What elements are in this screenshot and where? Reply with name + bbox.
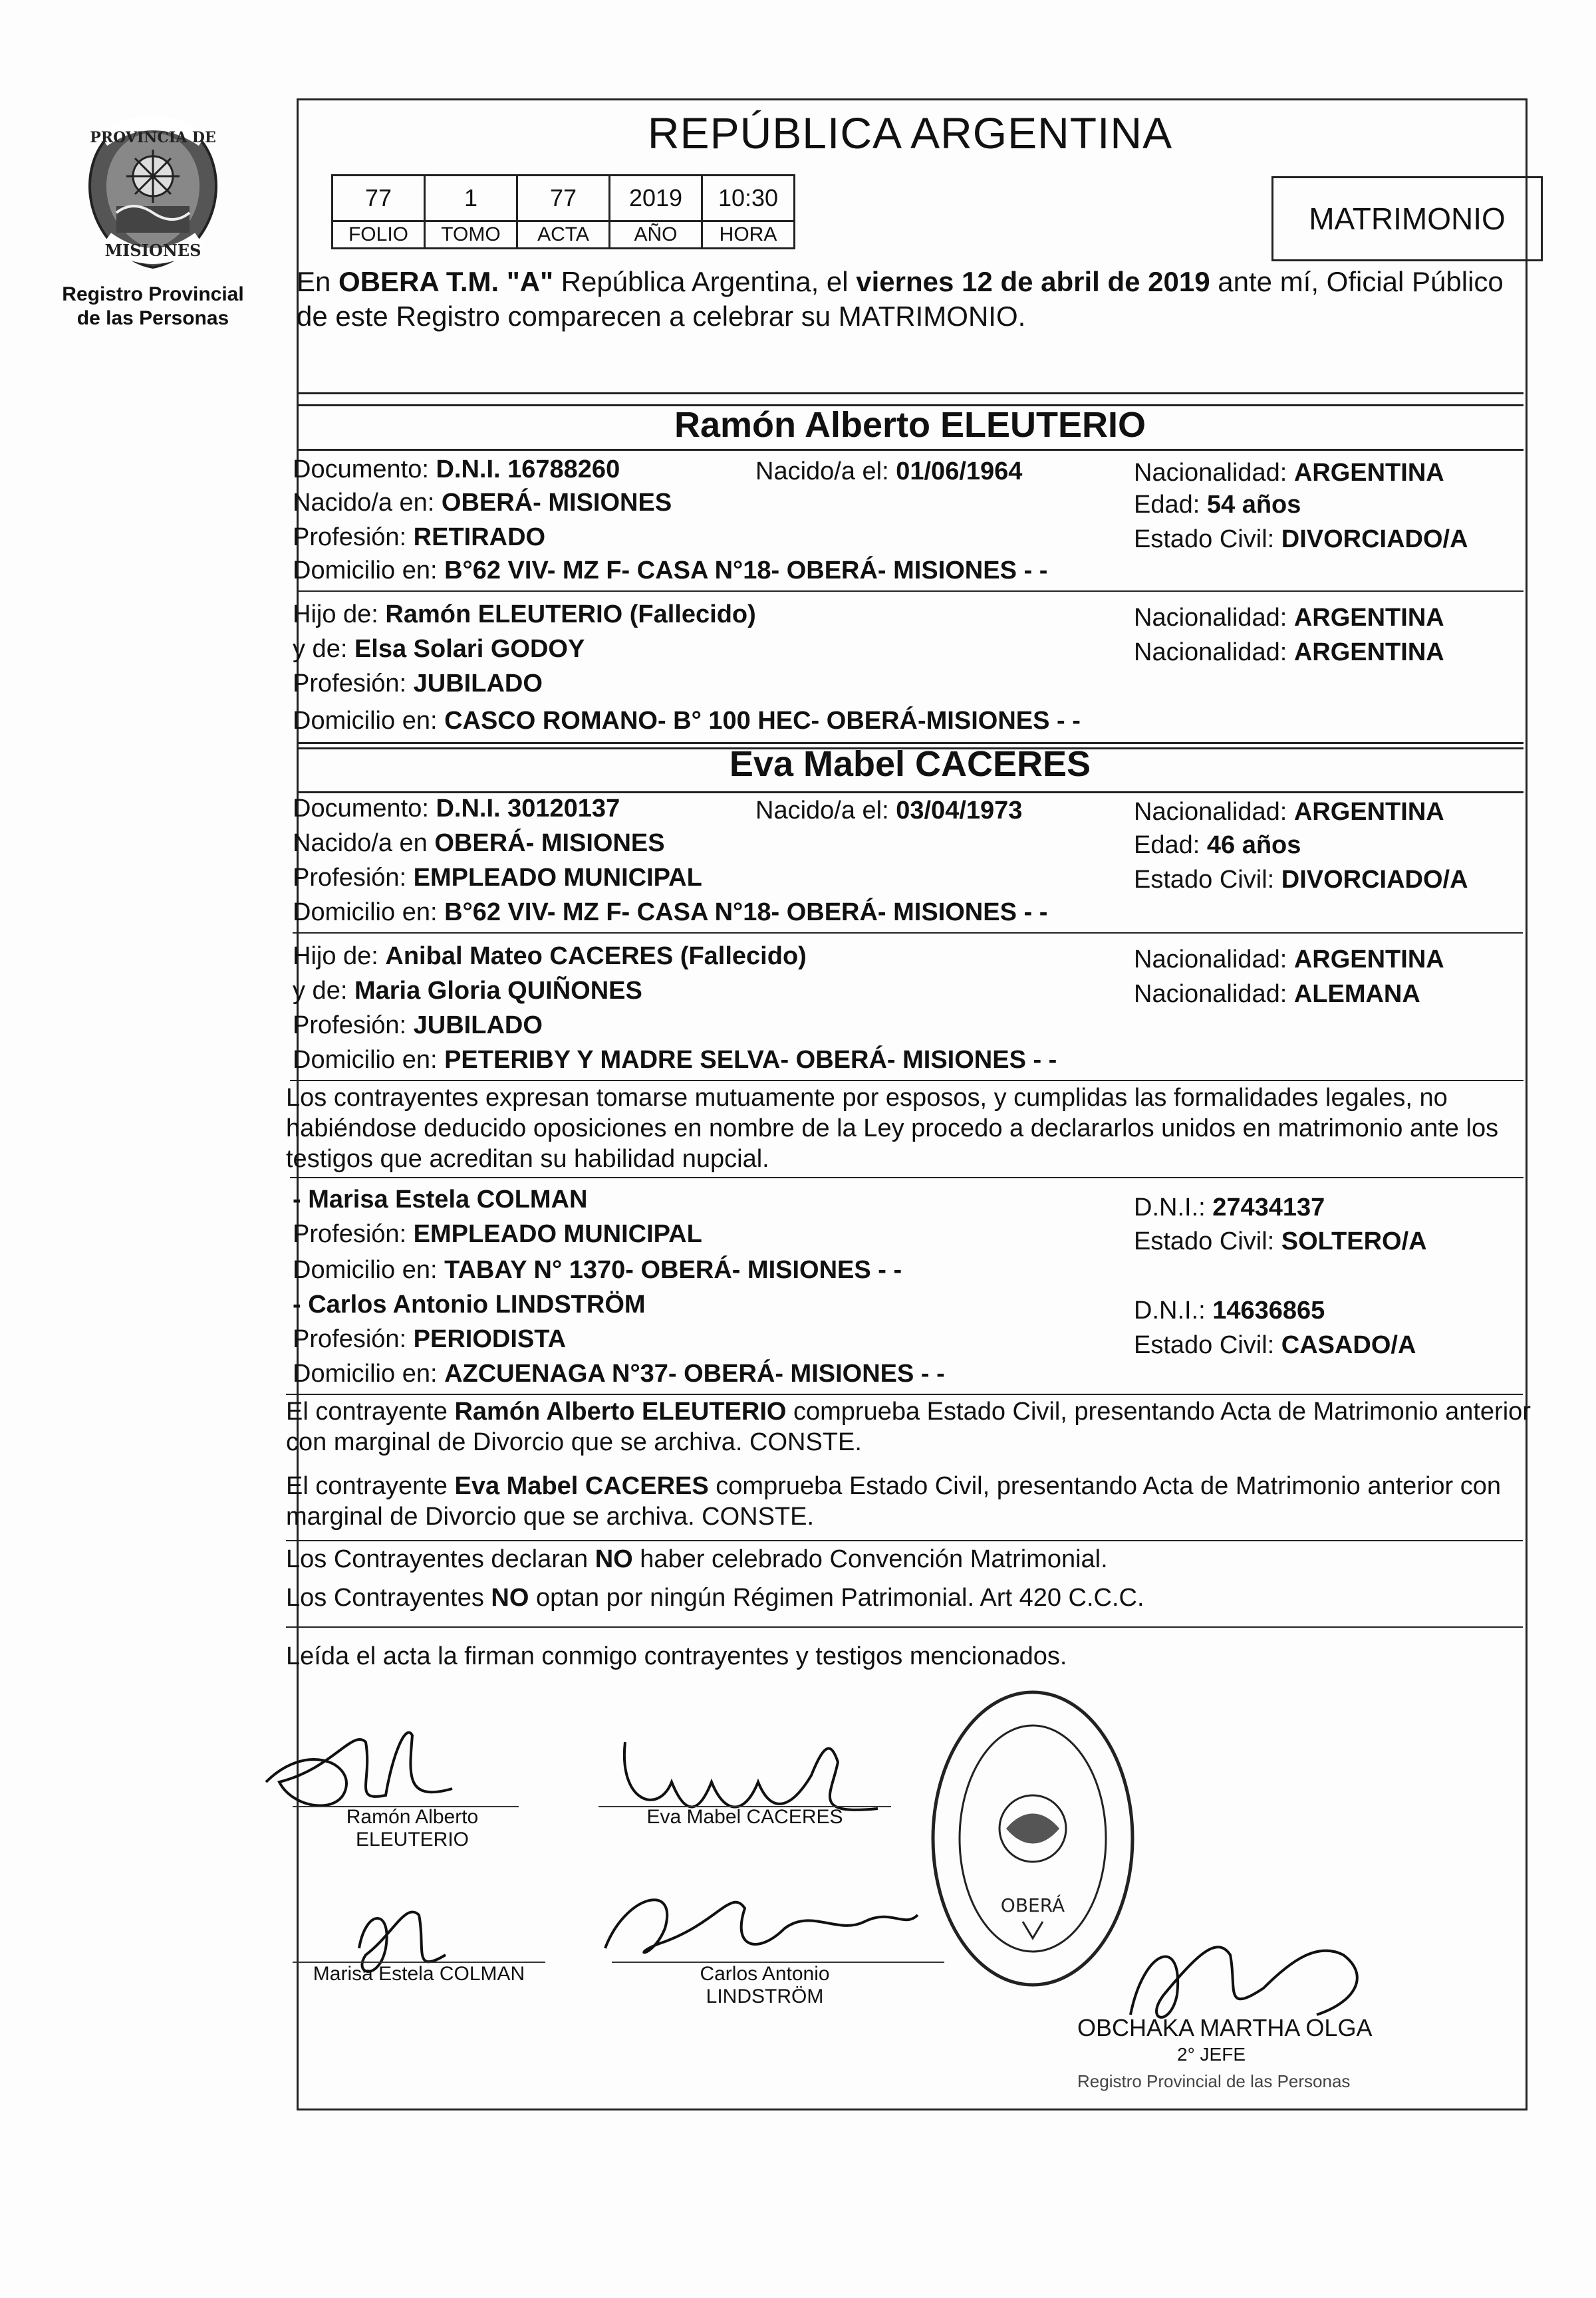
bride-mother [293,973,642,1008]
label: Domicilio en: [293,1046,445,1074]
bride-address [293,895,1047,930]
tomo-label: TOMO [425,221,517,249]
label: Nacionalidad: [1134,459,1294,487]
intro-date: viernes 12 de abril de 2019 [856,266,1210,297]
label: Domicilio en: [293,1360,445,1388]
divider [290,1177,1524,1178]
value: DIVORCIADO/A [1281,525,1468,553]
official-name: OBCHAKA MARTHA OLGA [1077,2014,1373,2041]
value: B°62 VIV- MZ F- CASA N°18- OBERÁ- MISIONES - - [444,557,1048,584]
value: PERIODISTA [413,1325,567,1353]
label: Documento: [293,455,436,483]
label: Domicilio en: [293,1256,445,1284]
groom-name: Ramón Alberto ELEUTERIO [674,405,1146,445]
label: Estado Civil: [1134,525,1281,553]
value: CASCO ROMANO- B° 100 HEC- OBERÁ-MISIONES - - [444,707,1081,735]
bride-birthplace [293,826,665,860]
label: Nacido/a en: [293,489,442,517]
svg-text:MISIONES: MISIONES [104,241,201,260]
bride-nationality [1134,798,1444,827]
bride-name: Eva Mabel CACERES [729,744,1091,784]
text: Los Contrayentes [286,1584,491,1612]
groom-civil-status [1134,525,1468,554]
value: Maria Gloria QUIÑONES [354,977,642,1005]
divider [297,392,1524,394]
label: Domicilio en: [293,898,445,926]
label: Estado Civil: [1134,866,1281,894]
value: Anibal Mateo CACERES (Fallecido) [385,942,807,970]
value: OBERÁ- MISIONES [441,489,672,517]
logo-caption-line2: de las Personas [76,307,229,329]
value: - Marisa Estela COLMAN [293,1186,588,1213]
bride-age [1134,831,1301,860]
signature-witness2-scribble [585,1868,931,1975]
label: Estado Civil: [1134,1331,1281,1359]
bride-parent-address [293,1043,1057,1077]
svg-text:PROVINCIA DE: PROVINCIA DE [90,129,216,146]
bride-father [293,939,807,973]
value: - Carlos Antonio LINDSTRÖM [293,1291,646,1319]
value: Elsa Solari GODOY [354,635,585,663]
text: NO [491,1584,529,1612]
value: ARGENTINA [1293,459,1444,487]
groom-mother-nationality [1134,638,1444,667]
text: LINDSTRÖM [706,1985,824,2007]
label: Profesión: [293,1011,414,1039]
label: D.N.I.: [1134,1297,1213,1325]
text: Carlos Antonio [700,1963,830,1985]
groom-born-date [755,457,1022,486]
label: y de: [293,977,354,1005]
intro-text: República Argentina, el [553,266,857,297]
folio-label: FOLIO [332,221,425,249]
year-value: 2019 [610,176,702,221]
signature-witness2-caption [665,1963,864,2008]
text: NO [595,1545,633,1573]
value: ARGENTINA [1293,798,1444,826]
groom-father [293,597,756,632]
divider [286,1394,1523,1395]
label: Nacionalidad: [1134,946,1294,973]
witness2-civil-status [1134,1331,1416,1360]
acta-label: ACTA [517,221,610,249]
label: Nacionalidad: [1134,604,1294,632]
official-office: Registro Provincial de las Personas [1077,2071,1351,2091]
signature-bride-caption: Eva Mabel CACERES [646,1806,843,1828]
divider [293,932,1523,934]
label: Nacionalidad: [1134,798,1294,826]
value: SOLTERO/A [1281,1227,1427,1255]
value: PETERIBY Y MADRE SELVA- OBERÁ- MISIONES - - [444,1046,1057,1074]
groom-father-nationality [1134,604,1444,632]
groom-mother [293,632,585,666]
value: 03/04/1973 [896,797,1023,825]
registry-logo [53,113,253,330]
intro-paragraph [297,265,1533,334]
text: comprueba Estado Civil, presentando Acta de Matrimonio anterior con marginal de Divorcio que se archiva. CONSTE. [286,1472,1502,1531]
hour-label: HORA [702,221,795,249]
value: 01/06/1964 [896,457,1023,485]
year-label: AÑO [610,221,702,249]
divider [286,1626,1523,1628]
label: Hijo de: [293,600,386,628]
groom-address [293,553,1047,588]
groom-parent-address [293,703,1081,738]
signature-witness1-caption: Marisa Estela COLMAN [313,1963,525,1985]
label: Domicilio en: [293,557,445,584]
label: Profesión: [293,1220,414,1248]
value: JUBILADO [413,670,543,698]
witness1-profession [293,1217,702,1251]
label: Nacido/a el: [755,457,896,485]
divider [286,1540,1523,1541]
witness2-profession [293,1322,566,1356]
intro-text: ante mí, Oficial Público de este Registro comparecen a celebrar su MATRIMONIO. [297,266,1504,332]
bride-document [293,791,620,826]
bride-born-date [755,797,1022,825]
groom-age [1134,491,1301,519]
value: EMPLEADO MUNICIPAL [413,1220,702,1248]
label: Nacionalidad: [1134,980,1294,1008]
groom-profession [293,520,545,555]
label: Nacido/a en [293,829,435,857]
witness1-dni [1134,1194,1325,1222]
label: Edad: [1134,491,1207,519]
text: Ramón Alberto ELEUTERIO [454,1398,787,1426]
label: Documento: [293,795,436,823]
value: 46 años [1206,831,1301,859]
svg-text:OBERÁ: OBERÁ [1000,1894,1065,1916]
text: El contrayente [286,1398,455,1426]
note-convention [286,1544,1549,1575]
text: Los Contrayentes declaran [286,1545,595,1573]
witness2-name [293,1287,646,1322]
note-groom-civil-status [286,1396,1549,1458]
label: Edad: [1134,831,1207,859]
witness1-civil-status [1134,1227,1427,1256]
acta-value: 77 [517,176,610,221]
label: Profesión: [293,670,414,698]
tomo-value: 1 [425,176,517,221]
bride-father-nationality [1134,946,1444,974]
groom-parent-profession [293,666,543,701]
value: JUBILADO [413,1011,543,1039]
value: Ramón ELEUTERIO (Fallecido) [385,600,756,628]
groom-document [293,452,620,487]
label: Profesión: [293,1325,414,1353]
value: 27434137 [1212,1194,1325,1221]
note-regime [286,1583,1549,1613]
bride-profession [293,860,702,895]
declaration-paragraph: Los contrayentes expresan tomarse mutuamente por esposos, y cumplidas las formalidades legales, no habiéndose deducido oposiciones en nombre de la Ley procedo a declararlos unidos en matrimonio ante los testigos que acreditan su habilidad nupcial. [286,1084,1499,1173]
bride-parent-profession [293,1008,543,1043]
label: Hijo de: [293,942,386,970]
note-bride-civil-status [286,1471,1549,1532]
witness1-name [293,1182,587,1217]
document-title: REPÚBLICA ARGENTINA [647,108,1173,158]
value: CASADO/A [1281,1331,1416,1359]
logo-caption-line1: Registro Provincial [62,283,244,305]
text: Ramón Alberto [346,1806,479,1828]
text: Eva Mabel CACERES [454,1472,709,1500]
groom-dni: D.N.I. 16788260 [436,455,620,483]
value: ARGENTINA [1293,638,1444,666]
value: OBERÁ- MISIONES [434,829,665,857]
value: ALEMANA [1293,980,1420,1008]
label: Profesión: [293,523,414,551]
label: Nacionalidad: [1134,638,1294,666]
intro-place: OBERA T.M. "A" [338,266,553,297]
hour-value: 10:30 [702,176,795,221]
closing-statement: Leída el acta la firman conmigo contrayentes y testigos mencionados. [286,1642,1067,1670]
groom-birthplace [293,485,672,520]
label: Estado Civil: [1134,1227,1281,1255]
label: Nacido/a el: [755,797,896,825]
witness1-address [293,1253,902,1287]
value: EMPLEADO MUNICIPAL [413,864,702,892]
label: Domicilio en: [293,707,445,735]
value: ARGENTINA [1293,604,1444,632]
text: comprueba Estado Civil, presentando Acta de Matrimonio anterior con marginal de Divorcio que se archiva. CONSTE. [286,1398,1531,1456]
text: ELEUTERIO [355,1829,469,1851]
witness2-dni [1134,1297,1325,1325]
value: TABAY N° 1370- OBERÁ- MISIONES - - [444,1256,902,1284]
act-reference-table [331,174,795,249]
divider [297,590,1524,592]
label: y de: [293,635,354,663]
value: 54 años [1206,491,1301,519]
witness2-address [293,1356,945,1391]
value: B°62 VIV- MZ F- CASA N°18- OBERÁ- MISIONES - - [444,898,1048,926]
bride-dni: D.N.I. 30120137 [436,795,620,823]
label: D.N.I.: [1134,1194,1213,1221]
act-type-box: MATRIMONIO [1271,176,1543,261]
label: Profesión: [293,864,414,892]
divider [297,449,1524,451]
value: 14636865 [1212,1297,1325,1325]
groom-nationality [1134,459,1444,487]
value: ARGENTINA [1293,946,1444,973]
official-role: 2° JEFE [1177,2044,1246,2065]
intro-text: En [297,266,339,297]
text: haber celebrado Convención Matrimonial. [632,1545,1108,1573]
folio-value: 77 [332,176,425,221]
value: AZCUENAGA N°37- OBERÁ- MISIONES - - [444,1360,945,1388]
text: optan por ningún Régimen Patrimonial. Art 420 C.C.C. [529,1584,1144,1612]
value: RETIRADO [413,523,546,551]
text: El contrayente [286,1472,455,1500]
bride-civil-status [1134,866,1468,894]
value: DIVORCIADO/A [1281,866,1468,894]
signature-groom-caption [306,1806,519,1851]
divider [290,1080,1524,1081]
province-seal-icon [76,113,229,273]
official-signature-block [1077,2015,1372,2095]
bride-mother-nationality [1134,980,1420,1009]
